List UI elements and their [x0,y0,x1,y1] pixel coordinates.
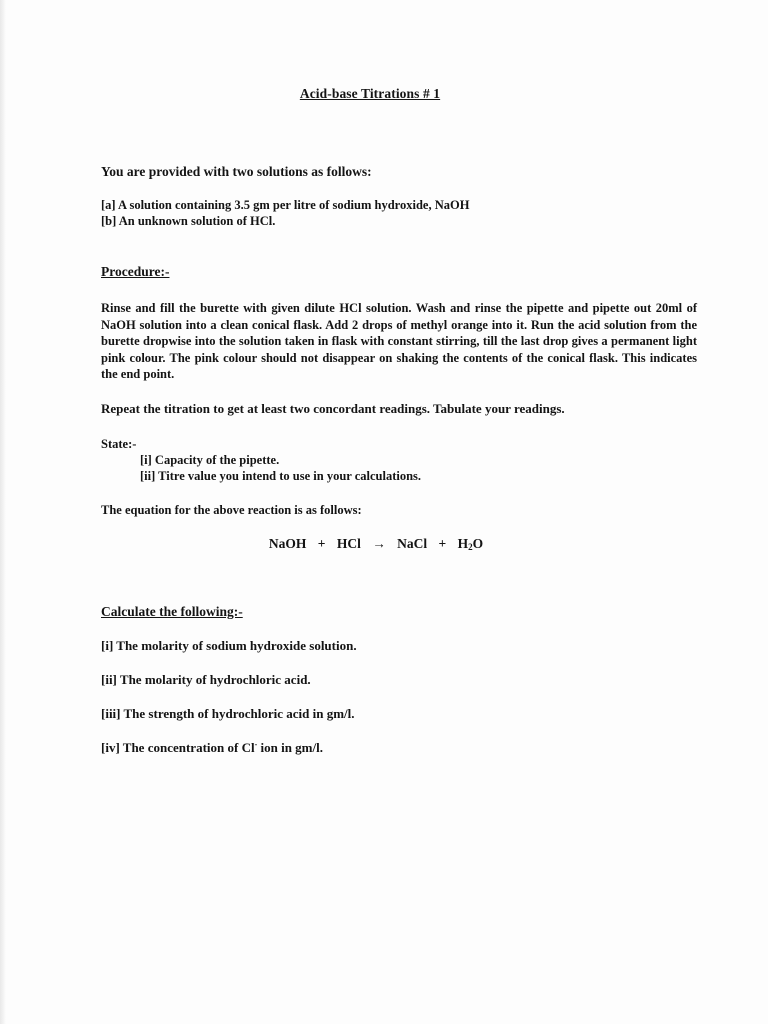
calculate-item-naoh-molarity: [i] The molarity of sodium hydroxide solution. [101,638,357,653]
state-item-titre-value: [ii] Titre value you intend to use in your calculations. [140,469,422,483]
equation-plus-2: + [438,536,447,551]
state-label: State:- [101,437,137,451]
state-item-pipette-capacity: [i] Capacity of the pipette. [140,453,280,467]
calculate-item-hcl-strength: [iii] The strength of hydrochloric acid in gm/l. [101,706,355,721]
water-h: H [457,536,469,551]
chloride-text-after: ion in gm/l. [257,740,323,755]
procedure-paragraph: Rinse and fill the burette with given dilute HCl solution. Wash and rinse the pipette and pipette out 20ml of NaOH solution into a clean conical flask. Add 2 drops of methyl orange into it. Run the acid solution from the burette dropwise into the solution taken in flask with constant stirring, till the last drop gives a permanent light pink colour. The pink colour should not disappear on shaking the contents of the conical flask. This indicates the end point. [101,301,697,382]
chloride-superscript: - [254,740,258,749]
intro-text: You are provided with two solutions as follows: [101,164,372,179]
water-o: O [472,536,484,551]
chemical-equation [0,536,752,552]
equation-product-nacl: NaCl [397,536,428,551]
equation-arrow-icon: → [372,536,386,551]
calculate-item-hcl-molarity: [ii] The molarity of hydrochloric acid. [101,672,311,687]
chloride-text-before: [iv] The concentration of Cl [101,740,255,755]
calculate-item-chloride-concentration [101,740,323,756]
water-subscript: 2 [468,542,473,552]
calculate-heading: Calculate the following:- [101,604,243,619]
equation-reactant-naoh: NaOH [268,536,307,551]
equation-plus-1: + [317,536,326,551]
procedure-heading: Procedure:- [101,264,170,279]
equation-reactant-hcl: HCl [336,536,361,551]
solution-b: [b] An unknown solution of HCl. [101,214,276,228]
equation-intro: The equation for the above reaction is as follows: [101,503,362,517]
solution-a: [a] A solution containing 3.5 gm per litre of sodium hydroxide, NaOH [101,198,470,212]
page-edge-shadow [0,0,6,1024]
repeat-instruction: Repeat the titration to get at least two concordant readings. Tabulate your readings. [101,401,565,416]
equation-product-water [458,536,484,551]
document-title: Acid-base Titrations # 1 [299,86,441,101]
